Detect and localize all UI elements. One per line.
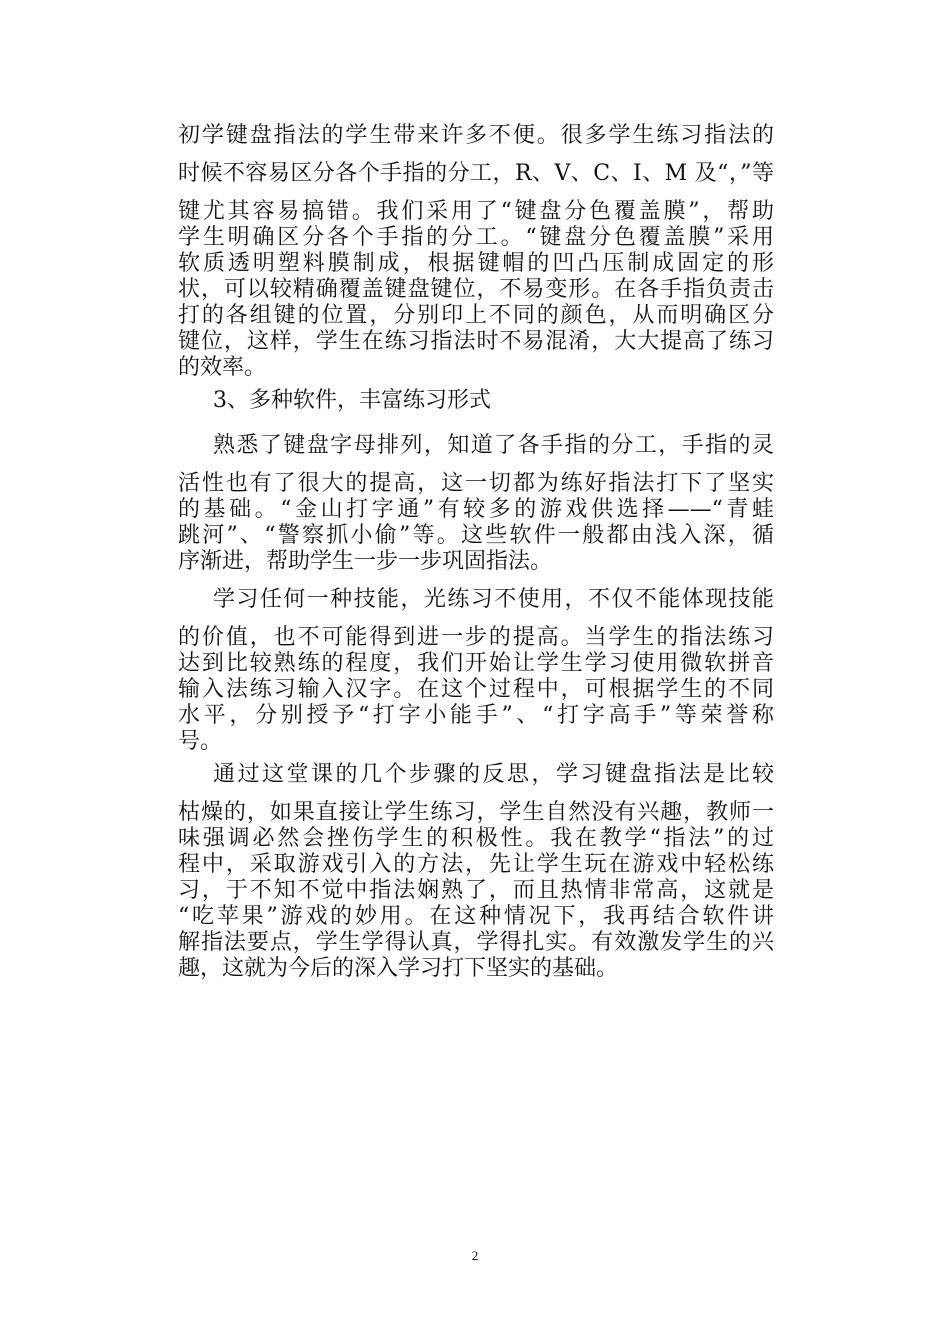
text-line: 习，于不知不觉中指法娴熟了，而且热情非常高，这就是 <box>178 878 774 903</box>
text-line: 枯燥的，如果直接让学生练习，学生自然没有兴趣，教师一 <box>178 800 774 825</box>
text-line: 的价值，也不可能得到进一步的提高。当学生的指法练习 <box>178 625 774 650</box>
text-line: 学习任何一种技能，光练习不使用，不仅不能体现技能 <box>213 587 774 612</box>
text-line: 初学键盘指法的学生带来许多不便。很多学生练习指法的 <box>178 123 774 148</box>
text-line: 水平，分别授予“打字小能手”、“打字高手”等荣誉称 <box>178 703 774 728</box>
text-line: 的基础。“金山打字通”有较多的游戏供选择——“青蛙 <box>178 497 774 522</box>
text-line: 通过这堂课的几个步骤的反思，学习键盘指法是比较 <box>213 762 774 787</box>
text-line: 学生明确区分各个手指的分工。“键盘分色覆盖膜”采用 <box>178 225 774 250</box>
text-line: 的效率。 <box>178 355 267 380</box>
text-line: 活性也有了很大的提高，这一切都为练好指法打下了坚实 <box>178 471 774 496</box>
text-line: 软质透明塑料膜制成，根据键帽的凹凸压制成固定的形 <box>178 251 774 276</box>
text-line: 程中，采取游戏引入的方法，先让学生玩在游戏中轻松练 <box>178 852 774 877</box>
text-line: 键位，这样，学生在练习指法时不易混淆，大大提高了练习 <box>178 329 774 354</box>
text-line: 达到比较熟练的程度，我们开始让学生学习使用微软拼音 <box>178 651 774 676</box>
text-line: 味强调必然会挫伤学生的积极性。我在教学“指法”的过 <box>178 826 774 851</box>
text-line: 序渐进，帮助学生一步一步巩固指法。 <box>178 549 553 574</box>
text-line: 时候不容易区分各个手指的分工，R、V、C、I、M 及“，”等 <box>178 161 774 186</box>
text-line: 输入法练习输入汉字。在这个过程中，可根据学生的不同 <box>178 677 774 702</box>
text-line: 打的各组键的位置，分别印上不同的颜色，从而明确区分 <box>178 303 774 328</box>
text-line: “吃苹果”游戏的妙用。在这种情况下，我再结合软件讲 <box>178 904 774 929</box>
text-line: 解指法要点，学生学得认真，学得扎实。有效激发学生的兴 <box>178 930 774 955</box>
text-line: 状，可以较精确覆盖键盘键位，不易变形。在各手指负责击 <box>178 277 774 302</box>
page-number: 2 <box>471 1248 479 1263</box>
text-line: 键尤其容易搞错。我们采用了“键盘分色覆盖膜”，帮助 <box>178 199 774 224</box>
section-heading: 3、多种软件，丰富练习形式 <box>213 388 491 413</box>
text-line: 趣，这就为今后的深入学习打下坚实的基础。 <box>178 956 619 981</box>
text-line: 跳河”、“警察抓小偷”等。这些软件一般都由浅入深，循 <box>178 523 774 548</box>
text-line: 号。 <box>178 729 223 754</box>
text-line: 熟悉了键盘字母排列，知道了各手指的分工，手指的灵 <box>213 433 774 458</box>
